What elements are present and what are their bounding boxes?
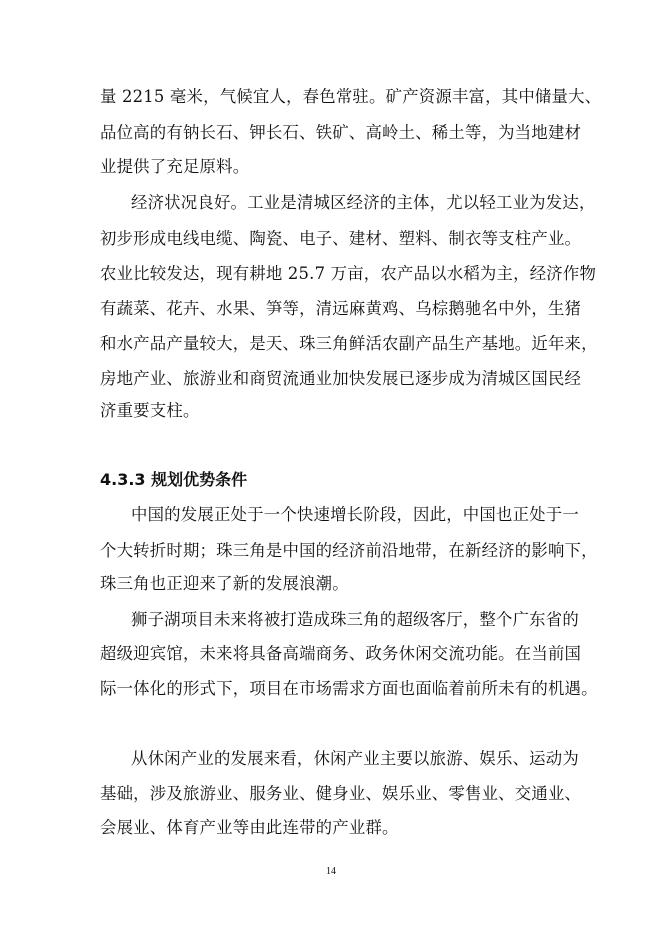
- paragraph-2-line-7: 济重要支柱。: [100, 401, 200, 420]
- paragraph-4-line-2: 超级迎宾馆，未来将具备高端商务、政务休闲交流功能。在当前国: [100, 644, 582, 663]
- paragraph-3-line-2: 个大转折时期；珠三角是中国的经济前沿地带，在新经济的影响下，: [100, 541, 598, 560]
- paragraph-4-line-1: 狮子湖项目未来将被打造成珠三角的超级客厅，整个广东省的: [131, 610, 579, 629]
- paragraph-2-line-4: 有蔬菜、花卉、水果、笋等，清远麻黄鸡、乌棕鹅驰名中外，生猪: [100, 299, 582, 318]
- paragraph-1-line-3: 业提供了充足原料。: [100, 157, 250, 176]
- paragraph-5-line-2: 基础，涉及旅游业、服务业、健身业、娱乐业、零售业、交通业、: [100, 784, 582, 803]
- paragraph-4-line-3: 际一体化的形式下，项目在市场需求方面也面临着前所未有的机遇。: [100, 679, 598, 698]
- page-number: 14: [326, 866, 336, 877]
- paragraph-2-line-6: 房地产业、旅游业和商贸流通业加快发展已逐步成为清城区国民经: [100, 369, 582, 388]
- paragraph-3-line-1: 中国的发展正处于一个快速增长阶段，因此，中国也正处于一: [131, 505, 579, 524]
- paragraph-5-line-3: 会展业、体育产业等由此连带的产业群。: [100, 818, 399, 837]
- paragraph-2-line-5: 和水产品产量较大，是天、珠三角鲜活农副产品生产基地。近年来，: [100, 334, 598, 353]
- paragraph-5-line-1: 从休闲产业的发展来看，休闲产业主要以旅游、娱乐、运动为: [131, 749, 579, 768]
- paragraph-1-line-2: 品位高的有钠长石、钾长石、铁矿、高岭土、稀土等，为当地建材: [100, 123, 582, 142]
- paragraph-2-line-3: 农业比较发达，现有耕地 25.7 万亩，农产品以水稻为主，经济作物: [100, 264, 597, 283]
- paragraph-2-line-1: 经济状况良好。工业是清城区经济的主体，尤以轻工业为发达，: [131, 193, 596, 212]
- paragraph-1-line-1: 量 2215 毫米，气候宜人，春色常驻。矿产资源丰富，其中储量大、: [100, 87, 602, 106]
- paragraph-2-line-2: 初步形成电线电缆、陶瓷、电子、建材、塑料、制衣等支柱产业。: [100, 229, 582, 248]
- section-heading: 4.3.3 规划优势条件: [100, 470, 248, 489]
- paragraph-3-line-3: 珠三角也正迎来了新的发展浪潮。: [100, 574, 349, 593]
